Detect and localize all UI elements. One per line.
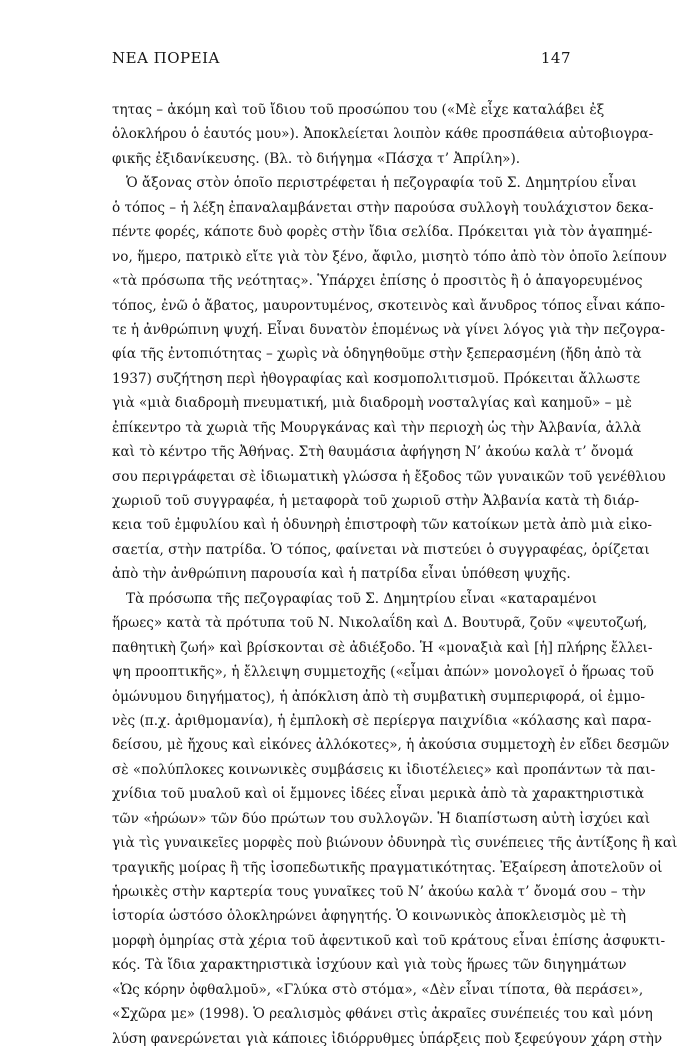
text-line: κεια τοῦ ἐμφυλίου καὶ ἡ ὀδυνηρὴ ἐπιστροφὴ τῶν κατοίκων μετὰ ἀπὸ μιὰ εἰκο- bbox=[112, 517, 652, 534]
paragraph bbox=[112, 587, 678, 1051]
text-line: κός. Τὰ ἴδια χαρακτηριστικὰ ἰσχύουν καὶ γιὰ τοὺς ἥρωες τῶν διηγημάτων bbox=[112, 957, 627, 974]
text-line: τε ἡ ἀνθρώπινη ψυχή. Εἶναι δυνατὸν ἑπομένως νὰ γίνει λόγος γιὰ τὴν πεζογρα- bbox=[112, 321, 665, 338]
running-header bbox=[112, 49, 571, 71]
text-line: μορφὴ ὁμηρίας στὰ χέρια τοῦ ἀφεντικοῦ καὶ τοῦ κράτους εἶναι ἐπίσης ἀσφυκτι- bbox=[112, 932, 666, 949]
text-line: χνίδια τοῦ μυαλοῦ καὶ οἱ ἔμμονες ἰδέες εἶναι μερικὰ ἀπὸ τὰ χαρακτηριστικὰ bbox=[112, 786, 645, 803]
text-line: σὲ «πολύπλοκες κοινωνικὲς συμβάσεις κι ἰδιοτέλειες» καὶ προπάντων τὰ παι- bbox=[112, 761, 656, 778]
text-line: «τὰ πρόσωπα τῆς νεότητας». Ὑπάρχει ἐπίσης ὁ προσιτὸς ἢ ὁ ἀπαγορευμένος bbox=[112, 273, 643, 290]
text-line: χωριοῦ τοῦ συγγραφέα, ἡ μεταφορὰ τοῦ χωριοῦ στὴν Ἀλβανία κατὰ τὴ διάρ- bbox=[112, 493, 640, 509]
text-line: Ὁ ἄξονας στὸν ὁποῖο περιστρέφεται ἡ πεζογραφία τοῦ Σ. Δημητρίου εἶναι bbox=[126, 175, 637, 192]
text-line: δείσου, μὲ ἤχους καὶ εἰκόνες ἀλλόκοτες», ἡ ἀκούσια συμμετοχὴ ἐν εἴδει δεσμῶν bbox=[112, 737, 670, 754]
running-title: ΝΕΑ ΠΟΡΕΙΑ bbox=[112, 49, 220, 67]
paragraph bbox=[112, 171, 667, 586]
text-line: ὁλοκλήρου ὁ ἑαυτός μου»). Ἀποκλείεται λοιπὸν κάθε προσπάθεια αὐτοβιογρα- bbox=[112, 126, 654, 143]
paragraph bbox=[112, 98, 654, 171]
text-line: λύση φανερώνεται γιὰ κάποιες ἰδιόρρυθμες ὑπάρξεις ποὺ ξεφεύγουν χάρη στὴν bbox=[112, 1030, 663, 1047]
text-line: ὁμώνυμου διηγήματος), ἡ ἀπόκλιση ἀπὸ τὴ συμβατικὴ συμπεριφορά, οἱ ἐμμο- bbox=[112, 688, 645, 705]
text-line: καὶ τὸ κέντρο τῆς Ἀθήνας. Στὴ θαυμάσια ἀφήγηση Ν’ ἀκούω καλὰ τ’ ὄνομά bbox=[112, 444, 634, 461]
text-line: νο, ἥμερο, πατρικὸ εἴτε γιὰ τὸν ξένο, ἄφιλο, μισητὸ τόπο ἀπὸ τὸν ὁποῖο λείπουν bbox=[112, 248, 667, 265]
text-line: φία τῆς ἐντοπιότητας – χωρὶς νὰ ὁδηγηθοῦμε στὴν ξεπερασμένη (ἤδη ἀπὸ τὰ bbox=[112, 346, 642, 363]
text-line: πέντε φορές, κάποτε δυὸ φορὲς στὴν ἴδια σελίδα. Πρόκειται γιὰ τὸν ἀγαπημέ- bbox=[112, 224, 653, 241]
body-text bbox=[112, 98, 678, 1051]
text-line: τῶν «ἡρώων» τῶν δύο πρώτων του συλλογῶν. Ἡ διαπίστωση αὐτὴ ἰσχύει καὶ bbox=[112, 810, 651, 827]
text-line: νὲς (π.χ. ἀριθμομανία), ἡ ἐμπλοκὴ σὲ περίεργα παιχνίδια «κόλασης καὶ παρα- bbox=[112, 712, 652, 729]
text-line: τητας – ἀκόμη καὶ τοῦ ἴδιου τοῦ προσώπου του («Μὲ εἶχε καταλάβει ἐξ bbox=[112, 102, 605, 118]
text-line: γιὰ τὶς γυναικεῖες μορφὲς ποὺ βιώνουν ὀδυνηρὰ τὶς συνέπειες τῆς ἀντίξοης ἢ καὶ bbox=[112, 835, 678, 852]
text-line: σου περιγράφεται σὲ ἰδιωματικὴ γλώσσα ἡ ἔξοδος τῶν γυναικῶν τοῦ γενέθλιου bbox=[112, 468, 666, 485]
text-line: ἀπὸ τὴν ἀνθρώπινη παρουσία καὶ ἡ πατρίδα εἶναι ὑπόθεση ψυχῆς. bbox=[112, 566, 571, 583]
text-line: «Σχῶρα με» (1998). Ὁ ρεαλισμὸς φθάνει στὶς ἀκραῖες συνέπειές του καὶ μόνη bbox=[112, 1006, 653, 1023]
text-line: τραγικῆς μοίρας ἢ τῆς ἰσοπεδωτικῆς πραγματικότητας. Ἐξαίρεση ἀποτελοῦν οἱ bbox=[112, 859, 663, 876]
text-line: ἐπίκεντρο τὰ χωριὰ τῆς Μουργκάνας καὶ τὴν περιοχὴ ὡς τὴν Ἀλβανία, ἀλλὰ bbox=[112, 419, 642, 436]
text-line: 1937) συζήτηση περὶ ἠθογραφίας καὶ κοσμοπολιτισμοῦ. Πρόκειται ἄλλωστε bbox=[112, 370, 641, 387]
text-line: φικῆς ἐξιδανίκευσης. (Βλ. τὸ διήγημα «Πάσχα τ’ Ἀπρίλη»). bbox=[112, 150, 521, 167]
text-line: Τὰ πρόσωπα τῆς πεζογραφίας τοῦ Σ. Δημητρίου εἶναι «καταραμένοι bbox=[126, 590, 597, 607]
text-line: τόπος, ἐνῶ ὁ ἄβατος, μαυροντυμένος, σκοτεινὸς καὶ ἄνυδρος τόπος εἶναι κάπο- bbox=[112, 297, 665, 314]
text-line: ὁ τόπος – ἡ λέξη ἐπαναλαμβάνεται στὴν παρούσα συλλογὴ τουλάχιστον δεκα- bbox=[112, 199, 654, 216]
text-line: γιὰ «μιὰ διαδρομὴ πνευματική, μιὰ διαδρομὴ νοσταλγίας καὶ καημοῦ» – μὲ bbox=[112, 395, 632, 412]
text-line: ψη προοπτικῆς», ἡ ἔλλειψη συμμετοχῆς («εἶμαι ἀπών» μονολογεῖ ὁ ἥρωας τοῦ bbox=[112, 664, 654, 681]
text-line: παθητικὴ ζωή» καὶ βρίσκονται σὲ ἀδιέξοδο. Ἡ «μοναξιὰ καὶ [ἡ] πλήρης ἔλλει- bbox=[112, 639, 653, 656]
page-number: 147 bbox=[540, 49, 571, 67]
text-line: σαετία, στὴν πατρίδα. Ὁ τόπος, φαίνεται νὰ πιστεύει ὁ συγγραφέας, ὁρίζεται bbox=[112, 541, 650, 558]
text-line: ἥρωες» κατὰ τὰ πρότυπα τοῦ Ν. Νικολαΐδη καὶ Δ. Βουτυρᾶ, ζοῦν «ψευτοζωή, bbox=[112, 615, 648, 632]
text-line: ἱστορία ὡστόσο ὁλοκληρώνει ἀφηγητής. Ὁ κοινωνικὸς ἀποκλεισμὸς μὲ τὴ bbox=[112, 908, 626, 925]
text-line: ἡρωικὲς στὴν καρτερία τους γυναῖκες τοῦ Ν’ ἀκούω καλὰ τ’ ὄνομά σου – τὴν bbox=[112, 884, 646, 900]
text-line: «Ὡς κόρην ὀφθαλμοῦ», «Γλύκα στὸ στόμα», «Δὲν εἶναι τίποτα, θὰ περάσει», bbox=[112, 981, 644, 998]
